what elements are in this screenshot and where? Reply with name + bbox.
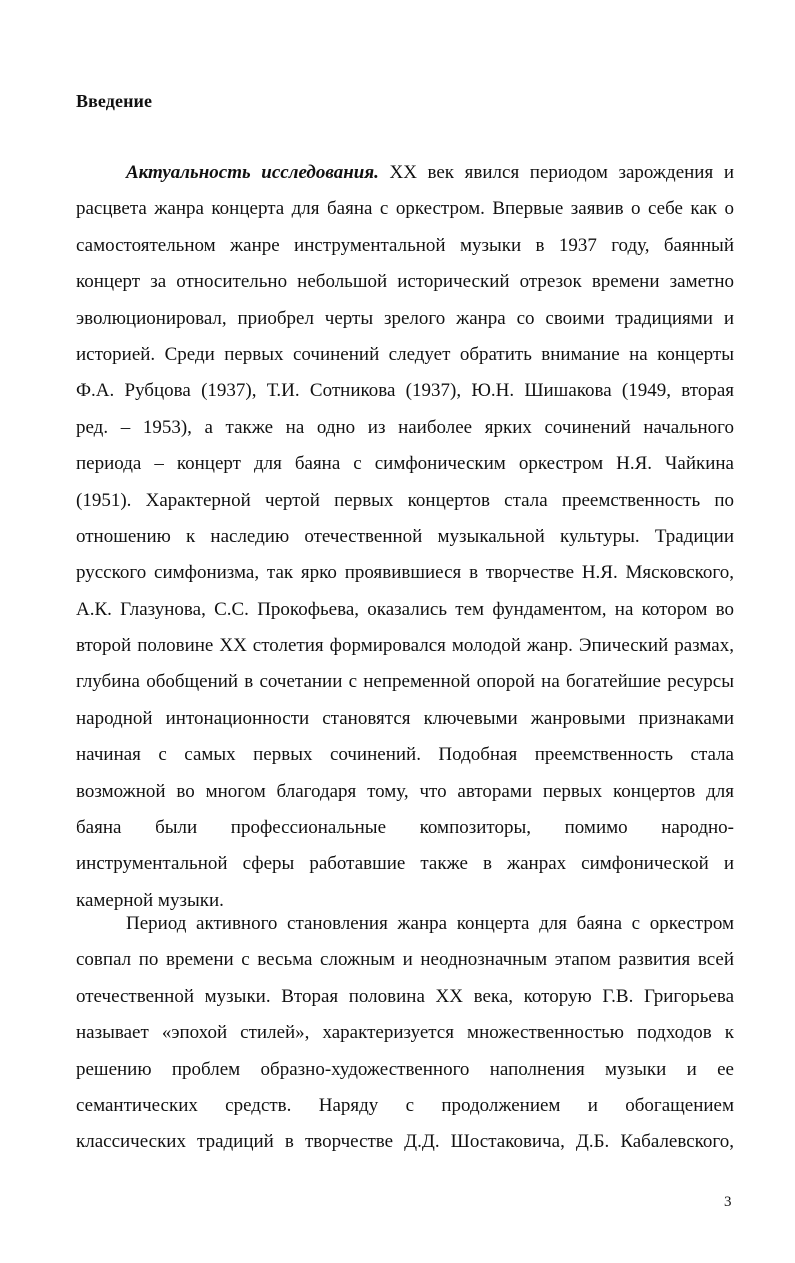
paragraph-line: возможной во многом благодаря тому, что авторами первых концертов для [76,780,734,802]
paragraph-line: расцвета жанра концерта для баяна с оркестром. Впервые заявив о себе как о [76,198,734,220]
paragraph-line: второй половине XX столетия формировался молодой жанр. Эпический размах, [76,635,734,657]
paragraph-line: называет «эпохой стилей», характеризуется множественностью подходов к [76,1022,734,1044]
paragraph-line: глубина обобщений в сочетании с непременной опорой на богатейшие ресурсы [76,671,734,693]
paragraph-line: Период активного становления жанра концерта для баяна с оркестром [126,913,734,934]
paragraph-line: (1951). Характерной чертой первых концертов стала преемственность по [76,489,734,511]
lead-italic-phrase: Актуальность исследования. [126,162,379,183]
paragraph-relevance [76,155,734,919]
paragraph-line: эволюционировал, приобрел черты зрелого жанра со своими традициями и [76,307,734,329]
paragraph-line: ред. – 1953), а также на одно из наиболее ярких сочинений начального [76,416,734,438]
paragraph-line: баяна были профессиональные композиторы, помимо народно- [76,817,734,839]
paragraph-line: камерной музыки. [76,889,224,911]
paragraph-line: русского симфонизма, так ярко проявившиеся в творчестве Н.Я. Мясковского, [76,562,734,584]
paragraph-line: решению проблем образно-художественного наполнения музыки и ее [76,1058,734,1080]
paragraph-line: периода – концерт для баяна с симфоническим оркестром Н.Я. Чайкина [76,453,734,475]
paragraph-line: историей. Среди первых сочинений следует обратить внимание на концерты [76,343,734,365]
paragraph-line: отношению к наследию отечественной музыкальной культуры. Традиции [76,525,734,547]
paragraph-line: Актуальность исследования. XX век явился периодом зарождения и [126,162,734,183]
paragraph-line: Ф.А. Рубцова (1937), Т.И. Сотникова (1937), Ю.Н. Шишакова (1949, вторая [76,380,734,402]
paragraph-line: самостоятельном жанре инструментальной музыки в 1937 году, баянный [76,234,734,256]
paragraph-line: инструментальной сферы работавшие также в жанрах симфонической и [76,853,734,875]
paragraph-period [76,906,734,1161]
paragraph-line: отечественной музыки. Вторая половина XX века, которую Г.В. Григорьева [76,985,734,1007]
page-number: 3 [724,1194,732,1210]
paragraph-line: семантических средств. Наряду с продолжением и обогащением [76,1094,734,1116]
paragraph-line: классических традиций в творчестве Д.Д. Шостаковича, Д.Б. Кабалевского, [76,1131,734,1153]
paragraph-line: А.К. Глазунова, С.С. Прокофьева, оказались тем фундаментом, на котором во [76,598,734,620]
paragraph-line: совпал по времени с весьма сложным и неоднозначным этапом развития всей [76,949,734,971]
section-heading: Введение [76,91,153,111]
paragraph-line: народной интонационности становятся ключевыми жанровыми признаками [76,707,734,729]
paragraph-line: начиная с самых первых сочинений. Подобная преемственность стала [76,744,734,766]
paragraph-line: концерт за относительно небольшой исторический отрезок времени заметно [76,271,734,293]
